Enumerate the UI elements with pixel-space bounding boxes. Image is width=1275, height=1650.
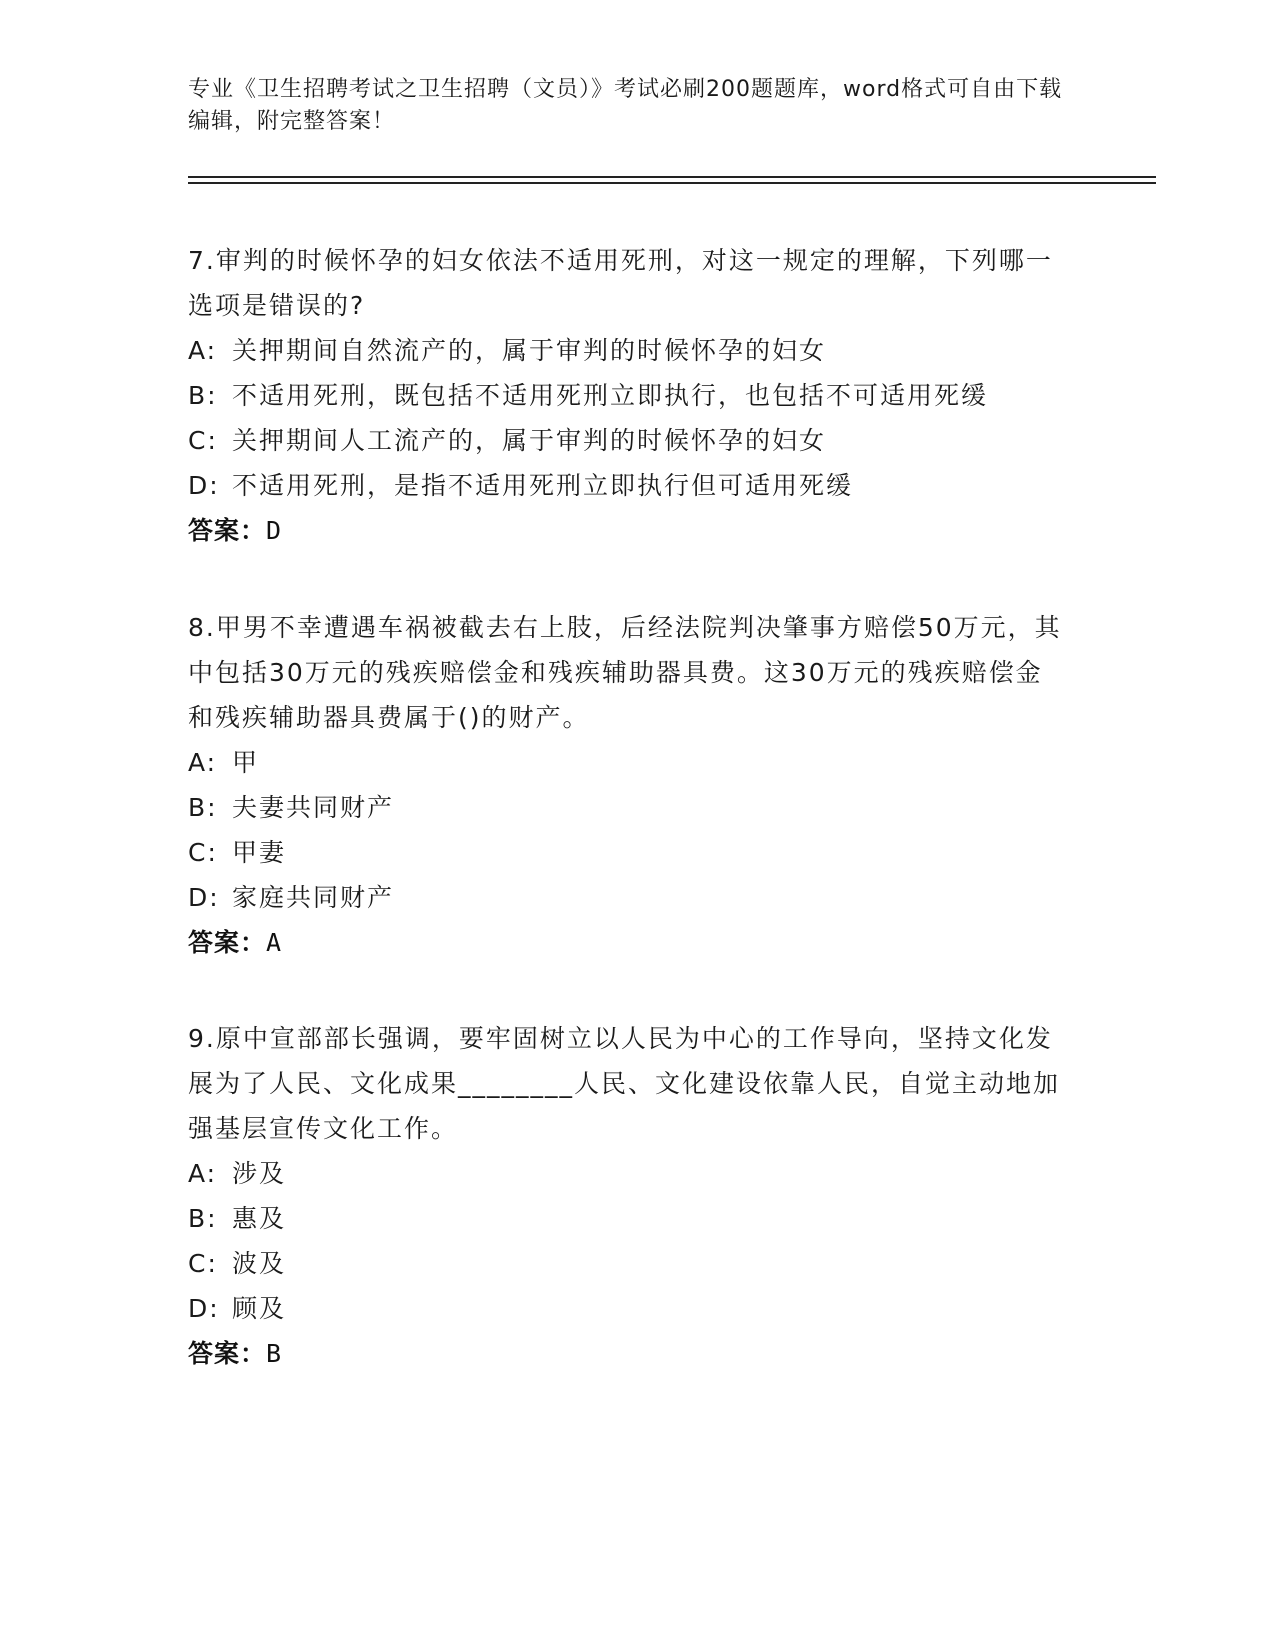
answer-line: [188, 1331, 1068, 1376]
option-text: 夫妻共同财产: [232, 793, 395, 822]
option-label: C:: [188, 1249, 218, 1278]
answer-label: 答案：: [188, 928, 267, 957]
question-8: [188, 605, 1068, 965]
question-stem: 9.原中宣部部长强调，要牢固树立以人民为中心的工作导向，坚持文化发展为了人民、文化成果________人民、文化建设依靠人民，自觉主动地加强基层宣传文化工作。: [188, 1024, 1061, 1143]
answer-line: [188, 508, 1068, 553]
answer-value: A: [266, 928, 283, 957]
option-text: 关押期间人工流产的，属于审判的时候怀孕的妇女: [232, 426, 827, 455]
option-text: 不适用死刑，是指不适用死刑立即执行但可适用死缓: [232, 471, 854, 500]
option-label: B:: [188, 1204, 218, 1233]
option-d: [188, 875, 1068, 920]
option-c: [188, 1241, 1068, 1286]
option-text: 惠及: [232, 1204, 287, 1233]
option-list: [188, 1151, 1068, 1331]
option-b: [188, 785, 1068, 830]
question-stem: 7.审判的时候怀孕的妇女依法不适用死刑，对这一规定的理解，下列哪一选项是错误的?: [188, 246, 1053, 320]
option-list: [188, 740, 1068, 920]
question-9: [188, 1016, 1068, 1376]
answer-label: 答案：: [188, 1339, 267, 1368]
answer-line: [188, 920, 1068, 965]
option-label: D:: [188, 883, 220, 912]
option-b: [188, 1196, 1068, 1241]
answer-label: 答案：: [188, 516, 267, 545]
option-b: [188, 373, 1068, 418]
option-label: C:: [188, 426, 218, 455]
option-a: [188, 1151, 1068, 1196]
option-a: [188, 328, 1068, 373]
option-text: 涉及: [232, 1159, 287, 1188]
option-label: A:: [188, 336, 218, 365]
option-text: 波及: [232, 1249, 287, 1278]
header-divider-line: [188, 176, 1156, 178]
header-divider-line-second: [188, 182, 1156, 184]
option-label: B:: [188, 793, 218, 822]
document-header: 专业《卫生招聘考试之卫生招聘（文员）》考试必刷200题题库，word格式可自由下载编辑，附完整答案！: [188, 77, 1063, 134]
option-text: 甲: [232, 748, 260, 777]
option-text: 顾及: [232, 1294, 287, 1323]
option-d: [188, 463, 1068, 508]
option-c: [188, 418, 1068, 463]
option-text: 不适用死刑，既包括不适用死刑立即执行，也包括不可适用死缓: [232, 381, 989, 410]
question-7: [188, 238, 1068, 553]
option-list: [188, 328, 1068, 508]
option-label: C:: [188, 838, 218, 867]
option-text: 关押期间自然流产的，属于审判的时候怀孕的妇女: [232, 336, 827, 365]
question-stem: 8.甲男不幸遭遇车祸被截去右上肢，后经法院判决肇事方赔偿50万元，其中包括30万元的残疾赔偿金和残疾辅助器具费。这30万元的残疾赔偿金和残疾辅助器具费属于()的财产。: [188, 613, 1062, 732]
option-d: [188, 1286, 1068, 1331]
answer-value: D: [266, 516, 283, 545]
option-label: D:: [188, 1294, 220, 1323]
option-label: D:: [188, 471, 220, 500]
option-label: A:: [188, 748, 218, 777]
option-label: B:: [188, 381, 218, 410]
option-text: 家庭共同财产: [232, 883, 395, 912]
option-text: 甲妻: [232, 838, 287, 867]
option-a: [188, 740, 1068, 785]
option-label: A:: [188, 1159, 218, 1188]
answer-value: B: [266, 1339, 283, 1368]
option-c: [188, 830, 1068, 875]
